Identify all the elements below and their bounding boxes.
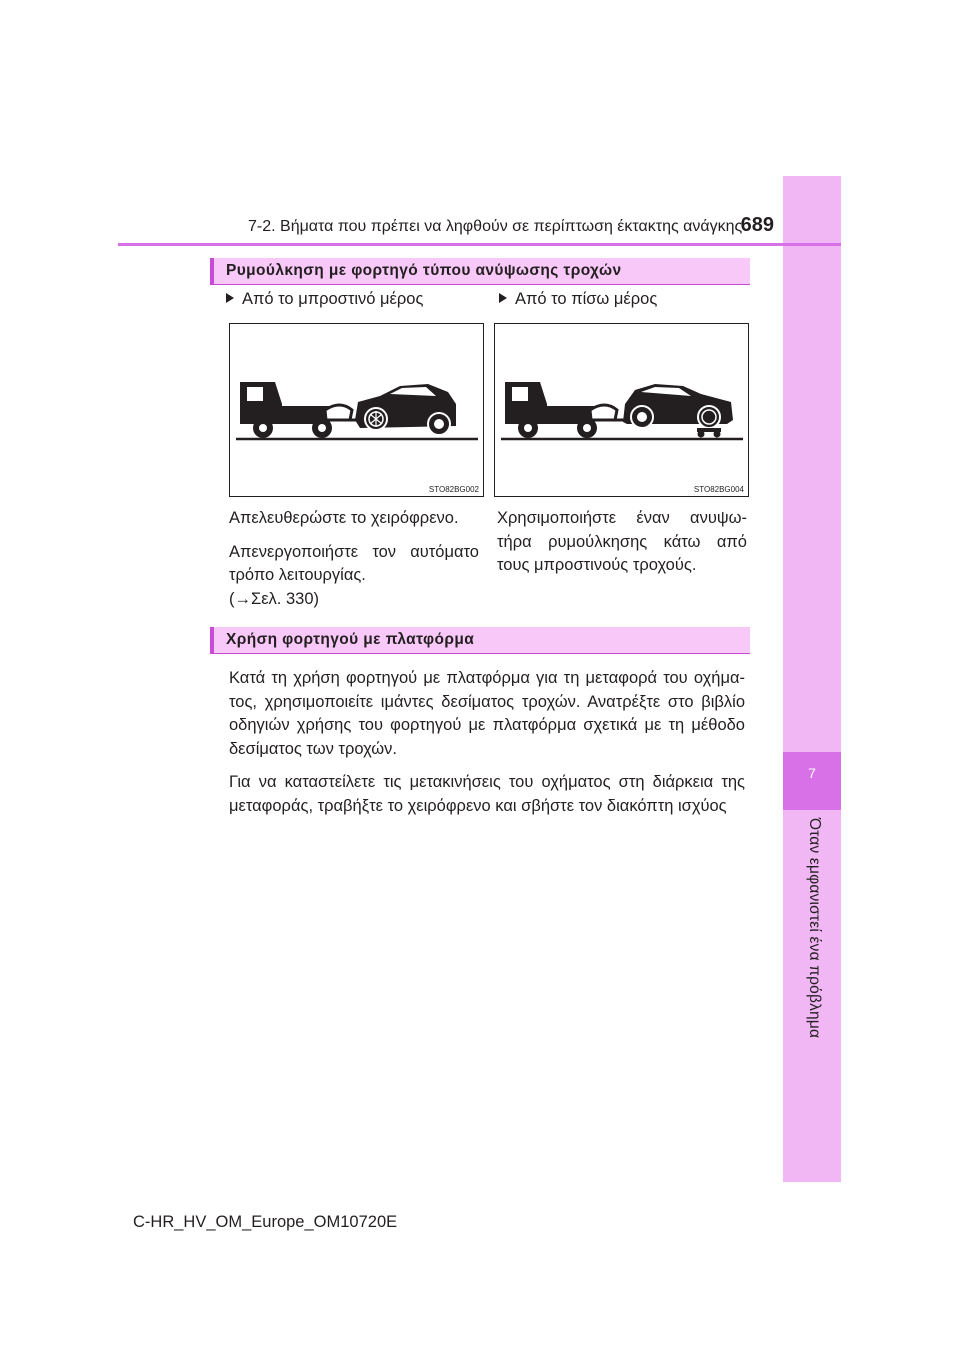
figure-front-towing — [229, 323, 484, 497]
flatbed-text — [229, 667, 745, 828]
paragraph: Κατά τη χρήση φορτηγού με πλατφόρμα για τη μεταφορά του οχήμα- τος, χρησιμοποιείτε ιμάντες δεσίματος τροχών. Ανατρέξτε στο βιβλίο οδηγιών χρήσης του φορτηγού με πλατφόρμα σχετικά με τη μέθοδο δεσίματος των τροχών. — [229, 669, 745, 758]
footer-doc-code: C-HR_HV_OM_Europe_OM10720E — [133, 1213, 398, 1231]
tow-truck-front-illustration — [230, 324, 483, 496]
section-heading-wheel-lift — [210, 258, 750, 285]
chapter-number: 7 — [808, 765, 816, 781]
header-rule — [118, 243, 841, 246]
figure-code: STO82BG002 — [428, 485, 479, 494]
triangle-bullet-icon — [499, 293, 507, 303]
chapter-title: Όταν εμφανιστεί ένα πρόβλημα — [806, 818, 823, 1039]
paragraph: Απελευθερώστε το χειρόφρενο. — [229, 509, 459, 527]
triangle-bullet-icon — [226, 293, 234, 303]
header-title: 7-2. Βήματα που πρέπει να ληφθούν σε περίπτωση έκτακτης ανάγκης — [248, 218, 743, 235]
tow-truck-rear-illustration — [495, 324, 748, 496]
paragraph: Απενεργοποιήστε τον αυτόματο τρόπο λειτουργίας. — [229, 542, 479, 584]
subheading-front — [226, 290, 423, 309]
page-number: 689 — [740, 214, 774, 236]
section-title: Χρήση φορτηγού με πλατφόρμα — [226, 631, 475, 648]
figure-rear-towing — [494, 323, 749, 497]
instructions-rear — [497, 507, 747, 588]
page-reference: (→Σελ. 330) — [229, 589, 319, 608]
subheading-rear — [499, 290, 657, 309]
instructions-front — [229, 507, 479, 611]
subheading-text: Από το μπροστινό μέρος — [242, 290, 424, 308]
paragraph: Χρησιμοποιήστε έναν ανυψω- τήρα ρυμούλκησης κάτω από τους μπροστινούς τροχούς. — [497, 509, 747, 574]
chapter-tab[interactable] — [783, 752, 841, 810]
section-title: Ρυμούλκηση με φορτηγό τύπου ανύψωσης τροχών — [226, 262, 622, 279]
figure-code: STO82BG004 — [693, 485, 744, 494]
paragraph: Για να καταστείλετε τις μετακινήσεις του οχήματος στη διάρκεια της μεταφοράς, τραβήξτε το χειρόφρενο και σβήστε τον διακόπτη ισχύος — [229, 773, 745, 815]
subheading-text: Από το πίσω μέρος — [515, 290, 658, 308]
section-heading-flatbed — [210, 627, 750, 654]
